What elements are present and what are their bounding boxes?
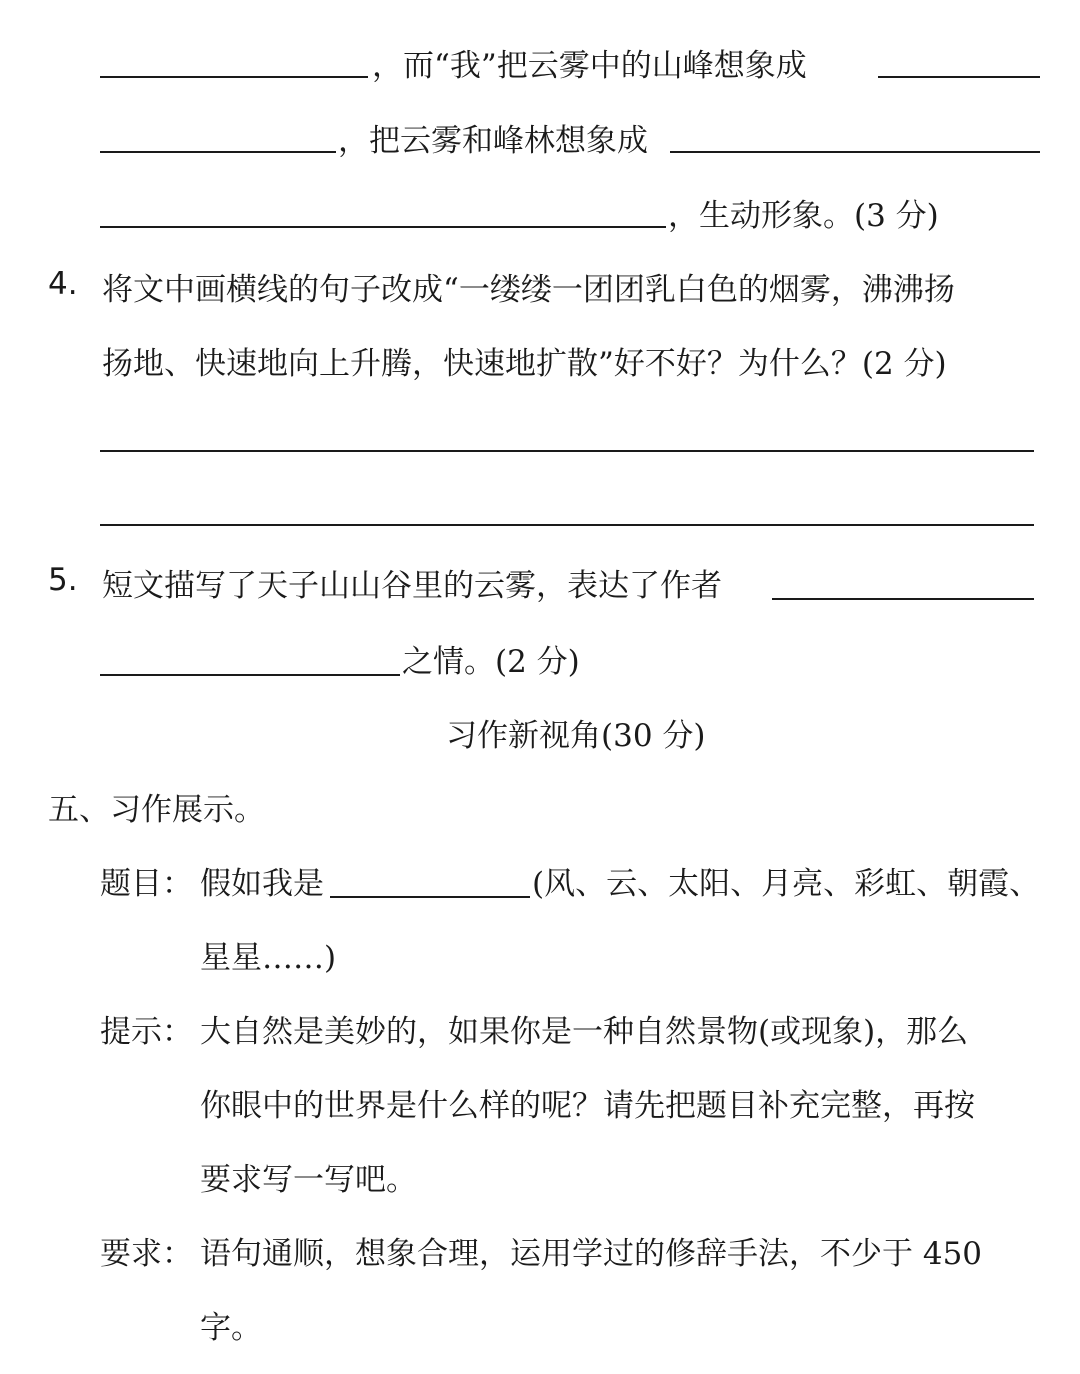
q3-line1-text: ，而“我”把云雾中的山峰想象成 [372, 48, 807, 84]
q4-line1: 将文中画横线的句子改成“一缕缕一团团乳白色的烟雾，沸沸扬 [102, 272, 955, 308]
q3-line2-text: ，把云雾和峰林想象成 [338, 123, 648, 159]
q5-line2-text: 之情。(2 分) [402, 644, 580, 680]
q3-blank-4[interactable] [670, 151, 1040, 153]
topic-label: 题目： [100, 866, 193, 902]
q3-blank-2[interactable] [878, 76, 1040, 78]
q5-number: 5. [48, 562, 78, 598]
req-line1: 语句通顺，想象合理，运用学过的修辞手法，不少于 450 [200, 1236, 983, 1272]
q5-line1: 短文描写了天子山山谷里的云雾，表达了作者 [102, 568, 722, 604]
topic-blank[interactable] [330, 896, 530, 898]
part5-heading: 五、习作展示。 [48, 792, 265, 828]
topic-options: (风、云、太阳、月亮、彩虹、朝霞、 [532, 866, 1041, 902]
req-line2: 字。 [200, 1310, 262, 1346]
topic-options-cont: 星星……) [200, 940, 337, 976]
topic-prefix: 假如我是 [200, 866, 324, 902]
hint-line2: 你眼中的世界是什么样的呢？请先把题目补充完整，再按 [200, 1088, 975, 1124]
q3-blank-1[interactable] [100, 76, 368, 78]
hint-label: 提示： [100, 1014, 193, 1050]
req-label: 要求： [100, 1236, 193, 1272]
hint-line3: 要求写一写吧。 [200, 1162, 417, 1198]
q3-blank-3[interactable] [100, 151, 336, 153]
q5-blank-2[interactable] [100, 674, 400, 676]
q4-answer-line-1[interactable] [100, 450, 1034, 452]
q4-number: 4. [48, 266, 78, 302]
hint-line1: 大自然是美妙的，如果你是一种自然景物(或现象)，那么 [200, 1014, 969, 1050]
q4-line2: 扬地、快速地向上升腾，快速地扩散”好不好？为什么？(2 分) [102, 346, 947, 382]
q3-blank-5[interactable] [100, 226, 666, 228]
q5-blank-1[interactable] [772, 598, 1034, 600]
q4-answer-line-2[interactable] [100, 524, 1034, 526]
section-title: 习作新视角(30 分) [446, 718, 706, 754]
q3-line3-text: ，生动形象。(3 分) [668, 198, 939, 234]
